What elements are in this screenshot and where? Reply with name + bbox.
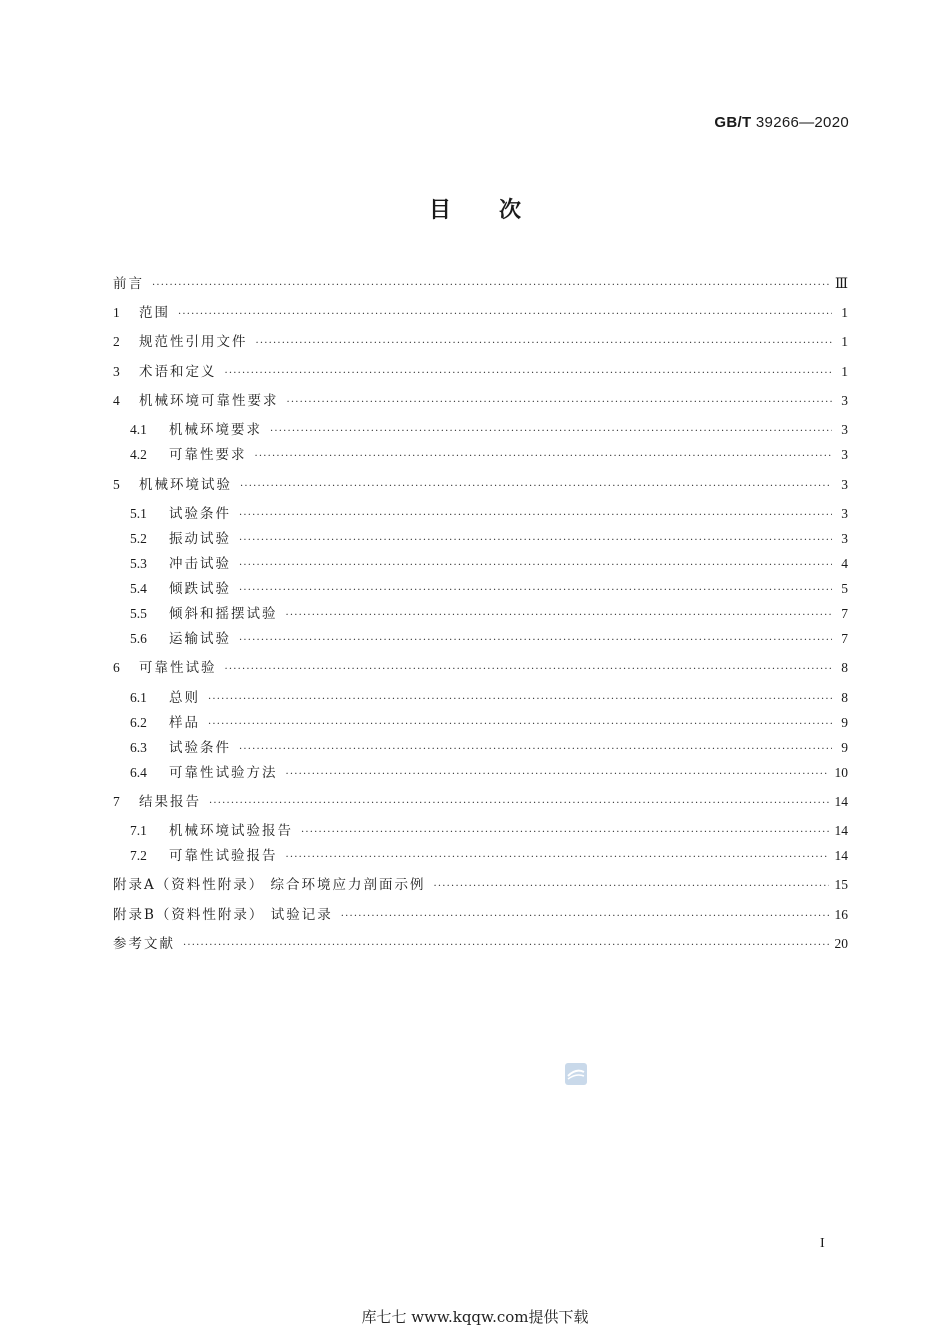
toc-number: 5.5 <box>130 606 147 621</box>
toc-label: 附录A（资料性附录） 综合环境应力剖面示例 <box>113 877 426 893</box>
dot-leader <box>209 794 829 814</box>
toc-entry-4-1[interactable] <box>130 420 848 440</box>
standard-number: 39266—2020 <box>755 114 849 131</box>
toc-entry-appendix-b[interactable] <box>113 905 848 925</box>
toc-entry-6-2[interactable] <box>130 713 848 733</box>
toc-label: 机械环境试验报告 <box>169 823 293 839</box>
toc-number: 4 <box>113 393 120 408</box>
toc-label: 机械环境要求 <box>169 422 262 438</box>
toc-number: 5.3 <box>130 556 147 571</box>
toc-entry-7[interactable] <box>113 792 848 812</box>
toc-number: 1 <box>113 305 120 320</box>
standard-code <box>714 114 849 131</box>
toc-number: 3 <box>113 364 120 379</box>
sac-logo-icon <box>564 1062 588 1086</box>
toc-page: 3 <box>841 393 848 408</box>
dot-leader <box>240 477 832 497</box>
dot-leader <box>286 606 833 626</box>
dot-leader <box>239 631 832 651</box>
dot-leader <box>270 422 832 442</box>
toc-page: Ⅲ <box>834 276 848 291</box>
toc-number: 7.1 <box>130 823 147 838</box>
toc-entry-6[interactable] <box>113 658 848 678</box>
toc-page: 20 <box>834 936 848 951</box>
toc-label: 冲击试验 <box>169 556 231 572</box>
toc-entry-5-4[interactable] <box>130 579 848 599</box>
toc-entry-4-2[interactable] <box>130 445 848 465</box>
toc-number: 6.3 <box>130 740 147 755</box>
toc-label: 振动试验 <box>169 531 231 547</box>
toc-label: 可靠性要求 <box>169 447 247 463</box>
toc-label: 附录B（资料性附录） 试验记录 <box>113 907 333 923</box>
toc-label: 结果报告 <box>139 794 201 810</box>
toc-page: 3 <box>841 422 848 437</box>
toc-number: 7.2 <box>130 848 147 863</box>
toc-number: 4.2 <box>130 447 147 462</box>
toc-title: 目次 <box>428 198 569 223</box>
toc-label: 试验条件 <box>169 740 231 756</box>
toc-entry-5-1[interactable] <box>130 504 848 524</box>
toc-entry-6-3[interactable] <box>130 738 848 758</box>
toc-page: 4 <box>841 556 848 571</box>
toc-page: 5 <box>841 581 848 596</box>
dot-leader <box>208 715 832 735</box>
toc-page: 9 <box>841 740 848 755</box>
toc-page: 9 <box>841 715 848 730</box>
dot-leader <box>239 531 832 551</box>
dot-leader <box>256 334 833 354</box>
toc-page: 8 <box>841 690 848 705</box>
dot-leader <box>287 393 833 413</box>
toc-entry-appendix-a[interactable] <box>113 875 848 895</box>
toc-number: 6.2 <box>130 715 147 730</box>
dot-leader <box>434 877 829 897</box>
page-number: I <box>820 1236 825 1251</box>
toc-label: 倾跌试验 <box>169 581 231 597</box>
toc-entry-6-4[interactable] <box>130 763 848 783</box>
toc-page: 16 <box>834 907 848 922</box>
toc-entry-5-3[interactable] <box>130 554 848 574</box>
toc-entry-5-2[interactable] <box>130 529 848 549</box>
toc-page: 3 <box>841 506 848 521</box>
dot-leader <box>239 740 832 760</box>
toc-number: 6 <box>113 660 120 675</box>
toc-entry-3[interactable] <box>113 362 848 382</box>
toc-label: 规范性引用文件 <box>139 334 248 350</box>
toc-number: 6.4 <box>130 765 147 780</box>
toc-entry-references[interactable] <box>113 934 848 954</box>
dot-leader <box>183 936 829 956</box>
toc-number: 6.1 <box>130 690 147 705</box>
toc-label: 可靠性试验 <box>139 660 217 676</box>
toc-entry-5-5[interactable] <box>130 604 848 624</box>
toc-label: 可靠性试验报告 <box>169 848 278 864</box>
toc-label: 范围 <box>139 305 170 321</box>
dot-leader <box>225 364 833 384</box>
toc-page: 3 <box>841 447 848 462</box>
toc-entry-5[interactable] <box>113 475 848 495</box>
dot-leader <box>286 848 829 868</box>
dot-leader <box>152 276 829 296</box>
toc-page: 3 <box>841 531 848 546</box>
toc-entry-5-6[interactable] <box>130 629 848 649</box>
toc-page: 7 <box>841 606 848 621</box>
dot-leader <box>208 690 832 710</box>
toc-label: 运输试验 <box>169 631 231 647</box>
toc-label: 样品 <box>169 715 200 731</box>
toc-number: 2 <box>113 334 120 349</box>
toc-number: 5 <box>113 477 120 492</box>
toc-page: 10 <box>834 765 848 780</box>
toc-label: 参考文献 <box>113 936 175 952</box>
toc-number: 5.2 <box>130 531 147 546</box>
toc-page: 14 <box>834 794 848 809</box>
toc-entry-4[interactable] <box>113 391 848 411</box>
dot-leader <box>225 660 833 680</box>
toc-label: 机械环境可靠性要求 <box>139 393 279 409</box>
dot-leader <box>239 506 832 526</box>
toc-page: 14 <box>834 823 848 838</box>
toc-page: 15 <box>834 877 848 892</box>
toc-number: 5.4 <box>130 581 147 596</box>
dot-leader <box>239 556 832 576</box>
toc-number: 7 <box>113 794 120 809</box>
download-footer: 库七七 www.kqqw.com提供下载 <box>361 1308 589 1326</box>
dot-leader <box>239 581 832 601</box>
toc-label: 总则 <box>169 690 200 706</box>
toc-page: 1 <box>841 305 848 320</box>
toc-label: 试验条件 <box>169 506 231 522</box>
toc-number: 5.6 <box>130 631 147 646</box>
toc-page: 1 <box>841 334 848 349</box>
toc-label: 可靠性试验方法 <box>169 765 278 781</box>
toc-number: 4.1 <box>130 422 147 437</box>
toc-entry-6-1[interactable] <box>130 688 848 708</box>
toc-page: 8 <box>841 660 848 675</box>
dot-leader <box>286 765 829 785</box>
standard-prefix: GB/T <box>714 114 752 131</box>
toc-page: 7 <box>841 631 848 646</box>
dot-leader <box>301 823 829 843</box>
toc-label: 术语和定义 <box>139 364 217 380</box>
toc-entry-7-1[interactable] <box>130 821 848 841</box>
dot-leader <box>255 447 833 467</box>
toc-entry-2[interactable] <box>113 332 848 352</box>
toc-label: 前言 <box>113 276 144 292</box>
toc-entry-foreword[interactable] <box>113 274 848 294</box>
toc-label: 机械环境试验 <box>139 477 232 493</box>
dot-leader <box>178 305 832 325</box>
toc-page: 3 <box>841 477 848 492</box>
toc-page: 1 <box>841 364 848 379</box>
toc-label: 倾斜和摇摆试验 <box>169 606 278 622</box>
dot-leader <box>341 907 829 927</box>
toc-entry-1[interactable] <box>113 303 848 323</box>
toc-number: 5.1 <box>130 506 147 521</box>
toc-page: 14 <box>834 848 848 863</box>
toc-entry-7-2[interactable] <box>130 846 848 866</box>
